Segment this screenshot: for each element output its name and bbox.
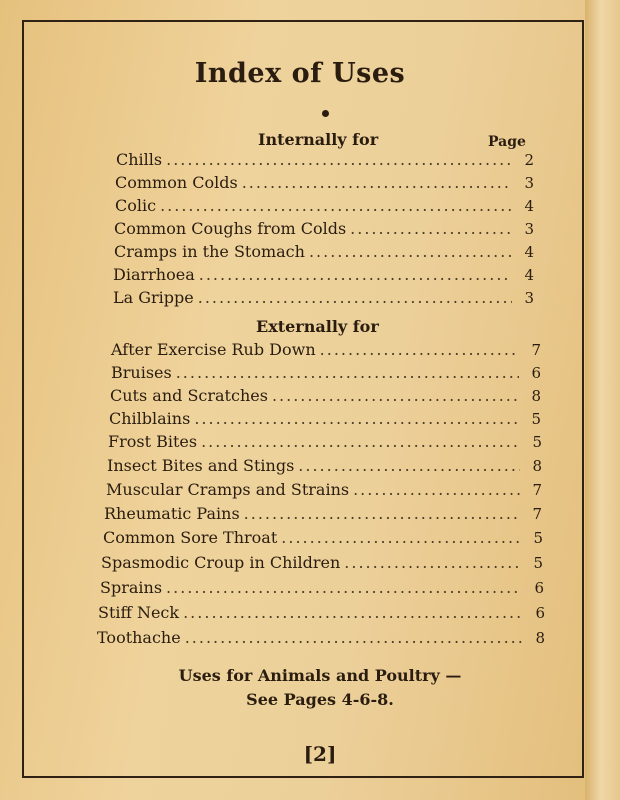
leader-dots xyxy=(272,386,519,405)
internal-entry xyxy=(115,173,534,195)
entry-label: Insect Bites and Stings xyxy=(107,456,295,475)
external-entry xyxy=(100,578,544,600)
internal-entry xyxy=(114,242,534,264)
internal-heading: Internally for xyxy=(258,130,379,149)
leader-dots xyxy=(298,456,520,475)
internal-entry xyxy=(113,288,534,310)
bullet-ornament xyxy=(322,110,329,117)
entry-label: Sprains xyxy=(100,578,163,597)
entry-page: 4 xyxy=(524,243,534,261)
entry-label: Frost Bites xyxy=(108,432,198,451)
internal-entry xyxy=(115,196,534,218)
entry-page: 7 xyxy=(532,481,542,499)
entry-page: 3 xyxy=(524,289,534,307)
entry-page: 6 xyxy=(535,604,545,622)
leader-dots xyxy=(183,603,523,622)
leader-dots xyxy=(198,288,512,307)
page-column-heading: Page xyxy=(488,134,526,150)
entry-label: Common Coughs from Colds xyxy=(114,219,347,238)
internal-entry xyxy=(114,219,534,241)
entry-label: Common Colds xyxy=(115,173,238,192)
leader-dots xyxy=(344,553,521,572)
external-entry xyxy=(104,504,542,526)
leader-dots xyxy=(244,504,520,523)
external-entry xyxy=(97,628,545,650)
entry-page: 6 xyxy=(531,364,541,382)
entry-page: 7 xyxy=(531,341,541,359)
external-entry xyxy=(110,386,541,408)
leader-dots xyxy=(201,432,520,451)
external-entry xyxy=(111,363,541,385)
entry-page: 5 xyxy=(533,529,543,547)
external-entry xyxy=(106,480,542,502)
entry-label: Toothache xyxy=(97,628,181,647)
entry-page: 4 xyxy=(524,266,534,284)
external-entry xyxy=(109,409,541,431)
leader-dots xyxy=(160,196,512,215)
external-entry xyxy=(108,432,542,454)
page-number: [2] xyxy=(303,742,337,766)
entry-page: 8 xyxy=(531,387,541,405)
external-entry xyxy=(101,553,543,575)
page-title: Index of Uses xyxy=(194,58,406,89)
animals-note: Uses for Animals and Poultry — xyxy=(178,666,462,685)
entry-label: Bruises xyxy=(111,363,172,382)
leader-dots xyxy=(320,340,519,359)
external-entry xyxy=(107,456,542,478)
internal-entry xyxy=(113,265,534,287)
entry-label: Rheumatic Pains xyxy=(104,504,240,523)
entry-page: 5 xyxy=(533,554,543,572)
entry-label: Cuts and Scratches xyxy=(110,386,268,405)
leader-dots xyxy=(309,242,512,261)
leader-dots xyxy=(199,265,512,284)
external-heading: Externally for xyxy=(256,317,379,336)
entry-label: Common Sore Throat xyxy=(103,528,278,547)
entry-label: Chilblains xyxy=(109,409,191,428)
entry-label: Muscular Cramps and Strains xyxy=(106,480,350,499)
entry-page: 4 xyxy=(524,197,534,215)
entry-label: Colic xyxy=(115,196,157,215)
entry-label: Chills xyxy=(116,150,163,169)
entry-page: 7 xyxy=(532,505,542,523)
external-entry xyxy=(103,528,543,550)
entry-page: 2 xyxy=(524,151,534,169)
entry-page: 8 xyxy=(532,457,542,475)
leader-dots xyxy=(185,628,523,647)
leader-dots xyxy=(281,528,521,547)
entry-page: 8 xyxy=(535,629,545,647)
entry-label: Cramps in the Stomach xyxy=(114,242,305,261)
leader-dots xyxy=(242,173,512,192)
external-entry xyxy=(111,340,541,362)
entry-label: Spasmodic Croup in Children xyxy=(101,553,341,572)
entry-label: La Grippe xyxy=(113,288,194,307)
leader-dots xyxy=(166,578,522,597)
entry-page: 6 xyxy=(534,579,544,597)
entry-label: Stiff Neck xyxy=(98,603,180,622)
entry-page: 5 xyxy=(532,433,542,451)
leader-dots xyxy=(166,150,512,169)
leader-dots xyxy=(350,219,512,238)
entry-page: 3 xyxy=(524,174,534,192)
leader-dots xyxy=(353,480,520,499)
leader-dots xyxy=(176,363,519,382)
entry-label: After Exercise Rub Down xyxy=(111,340,316,359)
entry-label: Diarrhoea xyxy=(113,265,195,284)
leader-dots xyxy=(194,409,519,428)
entry-page: 5 xyxy=(531,410,541,428)
entry-page: 3 xyxy=(524,220,534,238)
internal-entry xyxy=(116,150,534,172)
animals-pages-note: See Pages 4-6-8. xyxy=(246,690,394,709)
external-entry xyxy=(98,603,545,625)
